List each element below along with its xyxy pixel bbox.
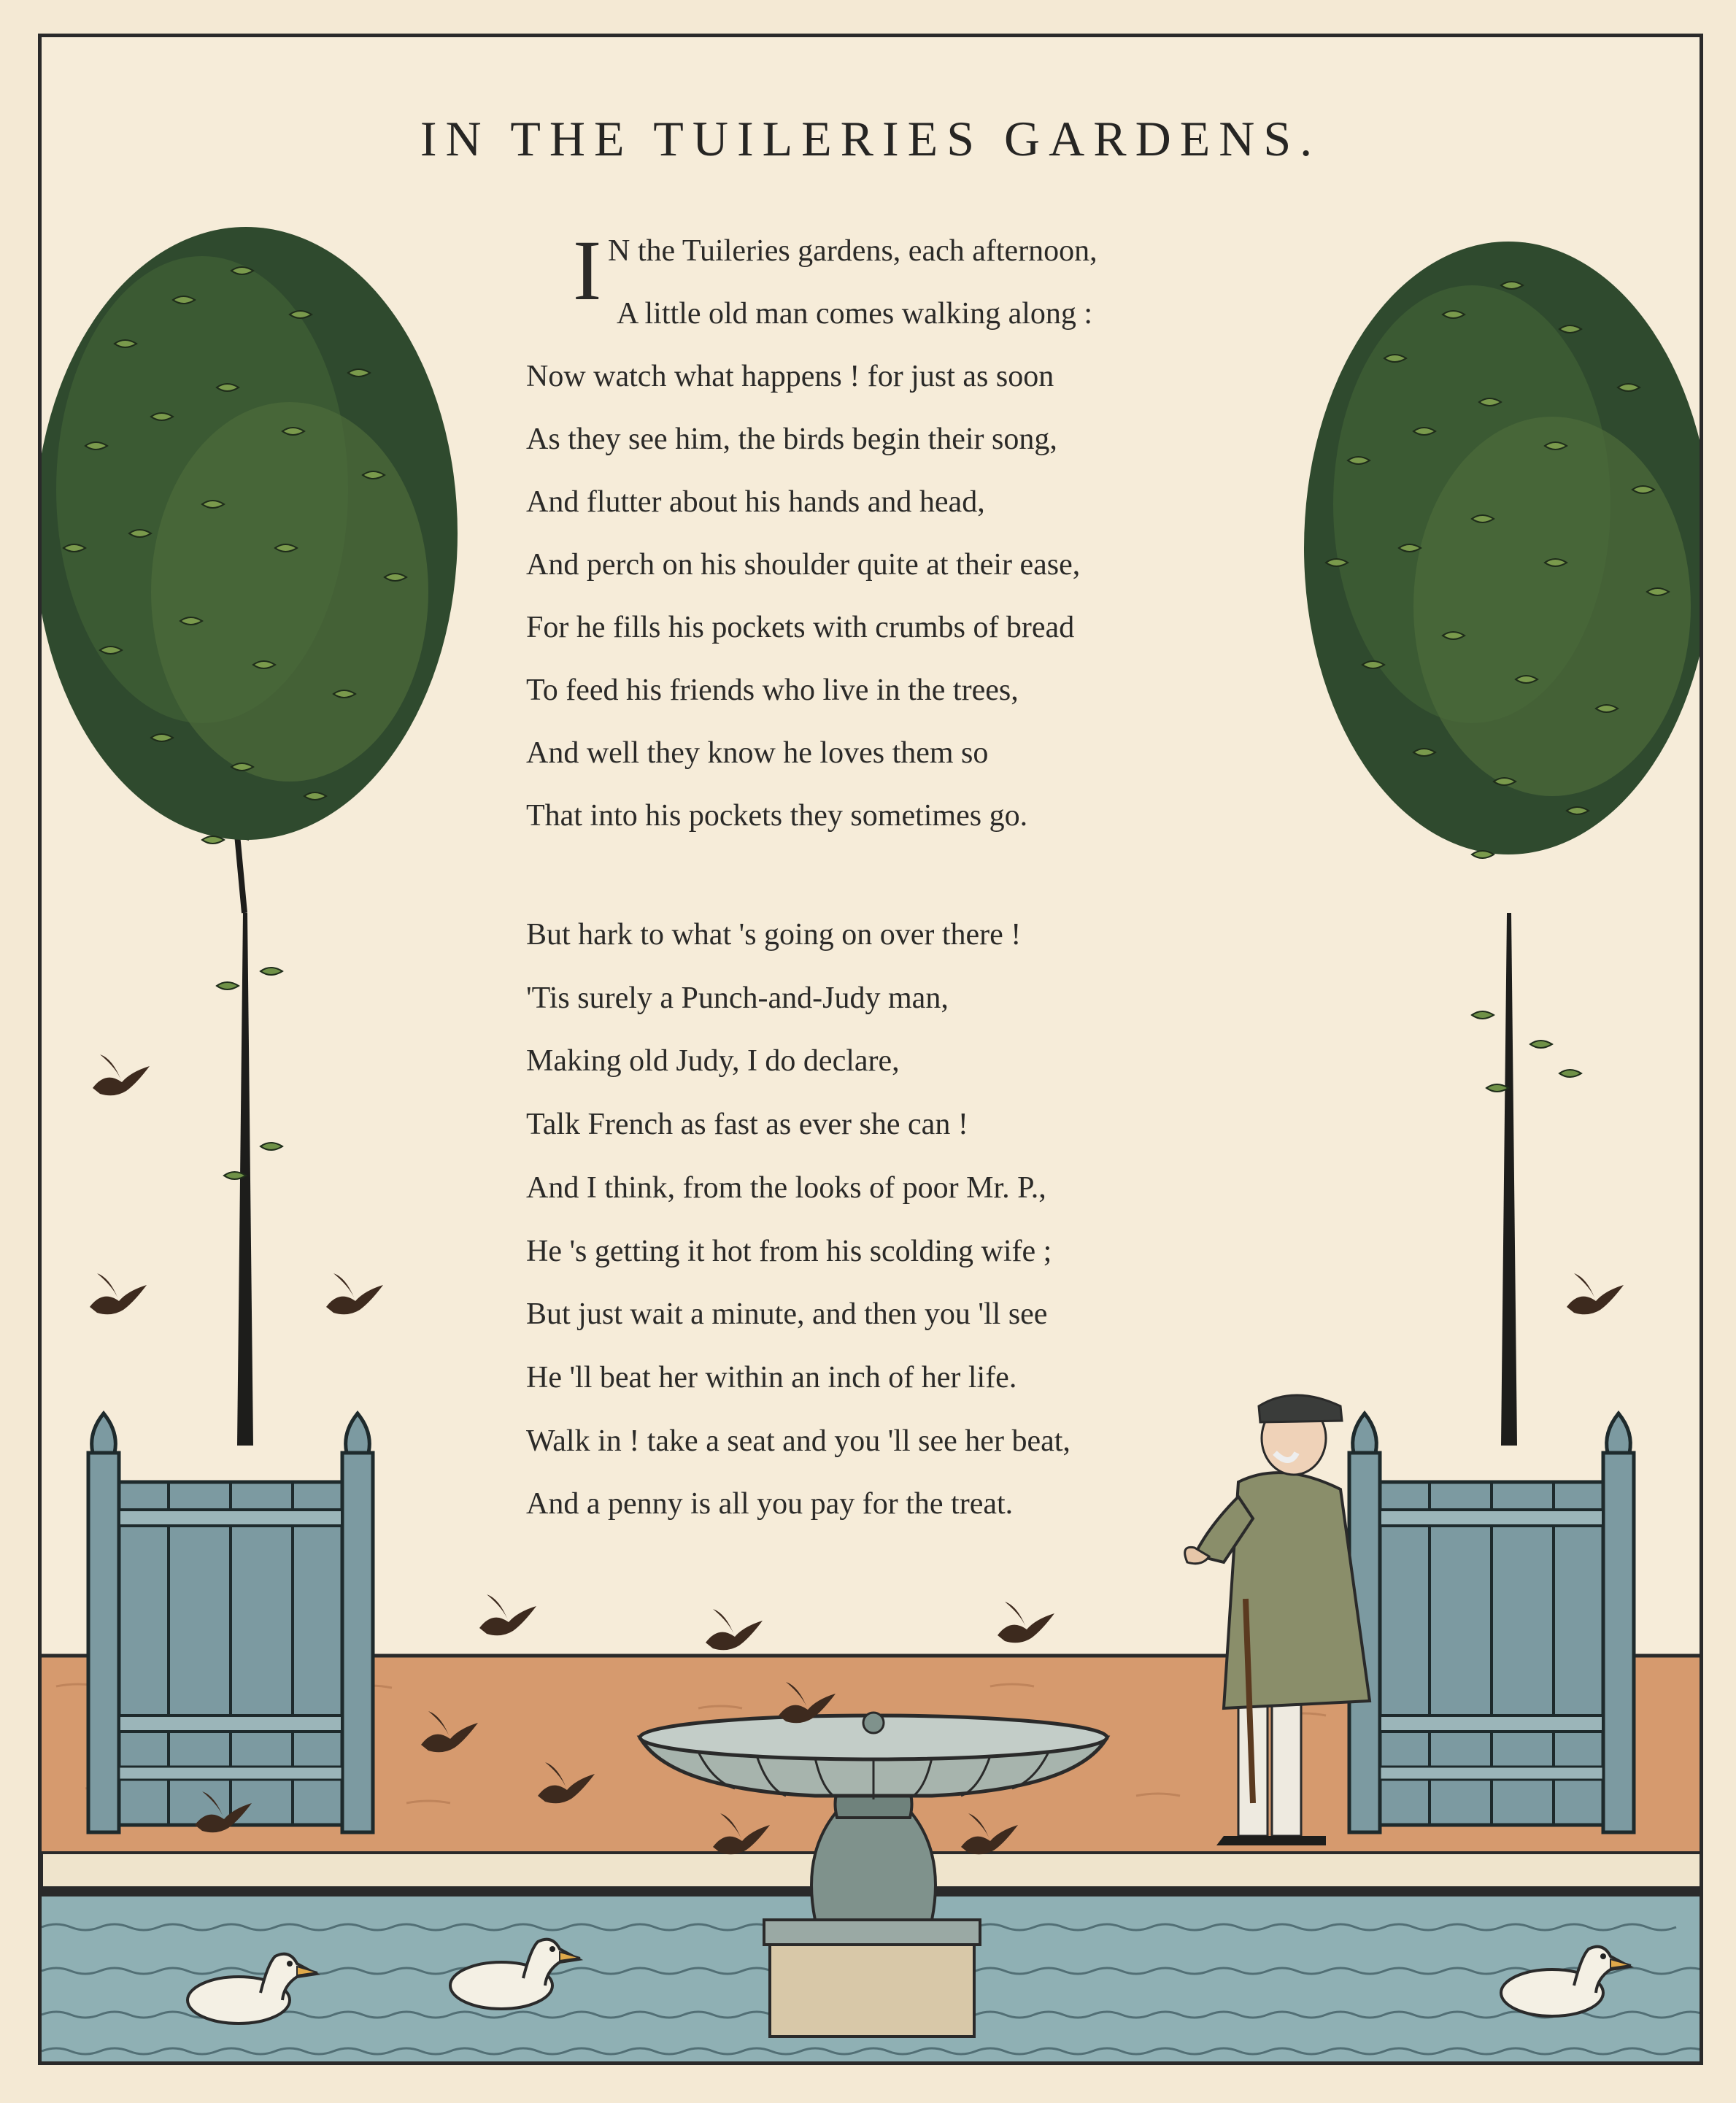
poem-line: But hark to what 's going on over there !	[526, 918, 1022, 952]
poem-line: To feed his friends who live in the trees,	[526, 674, 1019, 707]
poem-line: And well they know he loves them so	[526, 736, 989, 770]
poem-line: Making old Judy, I do declare,	[526, 1044, 900, 1078]
poem-line: And flutter about his hands and head,	[526, 485, 985, 519]
poem-line: He 's getting it hot from his scolding wife ;	[526, 1234, 1052, 1268]
page-title: IN THE TUILERIES GARDENS.	[420, 111, 1322, 166]
poem-line: For he fills his pockets with crumbs of bread	[526, 611, 1075, 644]
poem-line: Now watch what happens ! for just as soon	[526, 360, 1054, 393]
tree-icon	[42, 227, 458, 1446]
poem-line: And perch on his shoulder quite at their ease,	[526, 548, 1081, 582]
stanza-2	[526, 903, 1329, 1536]
poem-line: That into his pockets they sometimes go.	[526, 799, 1028, 833]
poem-line: And a penny is all you pay for the treat.	[526, 1487, 1014, 1521]
drop-cap: I	[573, 223, 602, 318]
poem-line: And I think, from the looks of poor Mr. P.,	[526, 1170, 1046, 1205]
poem-line: 'Tis surely a Punch-and-Judy man,	[526, 981, 949, 1015]
poem-line: Talk French as fast as ever she can !	[526, 1108, 968, 1142]
stanza-1	[526, 220, 1329, 847]
page-border-frame	[38, 34, 1703, 2065]
poem-line: But just wait a minute, and then you 'll see	[526, 1297, 1048, 1332]
poem-line: A little old man comes walking along :	[617, 297, 1093, 331]
poem-line: He 'll beat her within an inch of her life.	[526, 1360, 1017, 1394]
planter-box-icon	[1349, 1413, 1634, 1832]
poem-line: As they see him, the birds begin their song,	[526, 422, 1057, 456]
planter-box-icon	[88, 1413, 373, 1832]
tree-icon	[1304, 242, 1703, 1446]
poem-line: Walk in ! take a seat and you 'll see her beat,	[526, 1424, 1070, 1458]
poem-line: N the Tuileries gardens, each afternoon,	[608, 234, 1097, 268]
